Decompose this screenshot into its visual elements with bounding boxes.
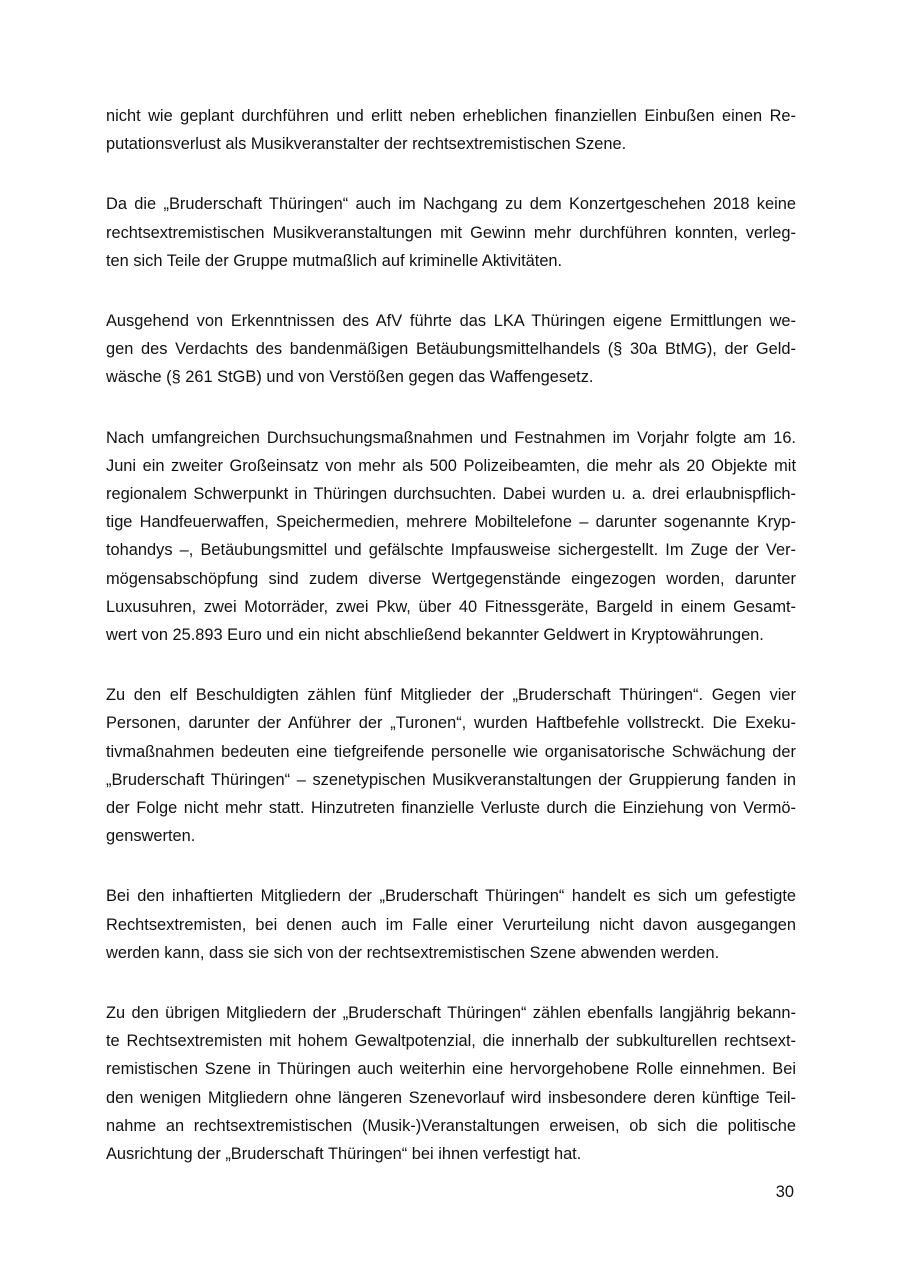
text-line: den wenigen Mitgliedern ohne längeren Szenevorlauf wird insbesondere deren künftige Teil- — [106, 1088, 796, 1107]
text-line: Bei den inhaftierten Mitgliedern der „Bruderschaft Thüringen“ handelt es sich um gefestigte — [106, 887, 796, 906]
text-line: nahme an rechtsextremistischen (Musik-)Veranstaltungen erweisen, ob sich die politische — [106, 1116, 796, 1135]
text-line: Zu den übrigen Mitgliedern der „Bruderschaft Thüringen“ zählen ebenfalls langjährig bekann- — [106, 1004, 796, 1023]
text-line: Ausrichtung der „Bruderschaft Thüringen“ bei ihnen verfestigt hat. — [106, 1145, 582, 1164]
text-line: tige Handfeuerwaffen, Speichermedien, mehrere Mobiltelefone – darunter sogenannte Kryp- — [106, 513, 796, 532]
text-line: Luxusuhren, zwei Motorräder, zwei Pkw, über 40 Fitnessgeräte, Bargeld in einem Gesamt- — [106, 597, 796, 616]
text-line: Juni ein zweiter Großeinsatz von mehr als 500 Polizeibeamten, die mehr als 20 Objekte mit — [106, 456, 796, 475]
text-line: tivmaßnahmen bedeuten eine tiefgreifende personelle wie organisatorische Schwächung der — [106, 742, 796, 761]
text-line: „Bruderschaft Thüringen“ – szenetypischen Musikveranstaltungen der Gruppierung fanden in — [106, 770, 796, 789]
paragraph — [106, 999, 796, 1168]
text-line: Personen, darunter der Anführer der „Turonen“, wurden Haftbefehle vollstreckt. Die Exeku- — [106, 714, 796, 733]
paragraph — [106, 102, 796, 158]
text-line: Nach umfangreichen Durchsuchungsmaßnahmen und Festnahmen im Vorjahr folgte am 16. — [106, 428, 796, 447]
text-line: rechtsextremistischen Musikveranstaltungen mit Gewinn mehr durchführen konnten, verleg- — [106, 223, 796, 242]
text-line: regionalem Schwerpunkt in Thüringen durchsuchten. Dabei wurden u. a. drei erlaubnispflich- — [106, 485, 796, 504]
text-line: nicht wie geplant durchführen und erlitt neben erheblichen finanziellen Einbußen einen Re- — [106, 107, 796, 125]
text-line: Da die „Bruderschaft Thüringen“ auch im Nachgang zu dem Konzertgeschehen 2018 keine — [106, 195, 796, 214]
text-line: der Folge nicht mehr statt. Hinzutreten finanzielle Verluste durch die Einziehung von Vermö- — [106, 799, 796, 818]
text-line: tohandys –, Betäubungsmittel und gefälschte Impfausweise sichergestellt. Im Zuge der Ver- — [106, 541, 796, 560]
paragraph — [106, 190, 796, 275]
text-line: ten sich Teile der Gruppe mutmaßlich auf kriminelle Aktivitäten. — [106, 251, 563, 270]
text-line: mögensabschöpfung sind zudem diverse Wertgegenstände eingezogen worden, darunter — [106, 569, 796, 588]
paragraph — [106, 424, 796, 650]
text-line: remistischen Szene in Thüringen auch weiterhin eine hervorgehobene Rolle einnehmen. Bei — [106, 1060, 796, 1079]
body-text — [106, 102, 796, 1200]
text-line: Zu den elf Beschuldigten zählen fünf Mitglieder der „Bruderschaft Thüringen“. Gegen vier — [106, 686, 796, 705]
text-line: putationsverlust als Musikveranstalter der rechtsextremistischen Szene. — [106, 135, 627, 154]
page-number: 30 — [775, 1183, 794, 1201]
text-line: werden kann, dass sie sich von der rechtsextremistischen Szene abwenden werden. — [106, 943, 720, 962]
text-line: Rechtsextremisten, bei denen auch im Falle einer Verurteilung nicht davon ausgegangen — [106, 915, 796, 934]
text-line: Ausgehend von Erkenntnissen des AfV führte das LKA Thüringen eigene Ermittlungen we- — [106, 312, 796, 331]
text-line: genswerten. — [106, 827, 196, 846]
paragraph — [106, 307, 796, 392]
paragraph — [106, 882, 796, 967]
text-line: wert von 25.893 Euro und ein nicht abschließend bekannter Geldwert in Kryptowährungen. — [106, 626, 764, 645]
paragraph — [106, 681, 796, 850]
text-line: wäsche (§ 261 StGB) und von Verstößen gegen das Waffengesetz. — [106, 368, 594, 387]
text-line: gen des Verdachts des bandenmäßigen Betäubungsmittelhandels (§ 30a BtMG), der Geld- — [106, 340, 796, 359]
text-line: te Rechtsextremisten mit hohem Gewaltpotenzial, die innerhalb der subkulturellen rechtsext- — [106, 1032, 796, 1051]
